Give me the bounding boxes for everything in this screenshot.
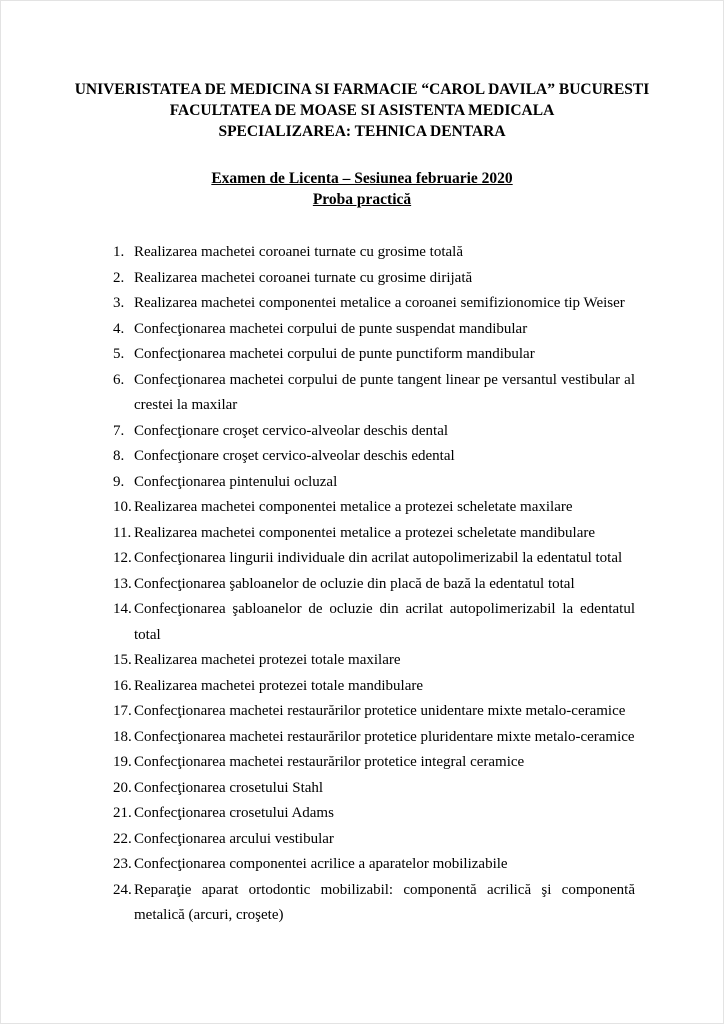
list-item-number: 1. — [113, 244, 125, 260]
list-item — [113, 495, 635, 521]
list-item-number: 19. — [113, 754, 132, 770]
list-item-number: 24. — [113, 881, 132, 898]
list-item-number: 4. — [113, 320, 125, 337]
list-item — [113, 725, 635, 751]
list-item-text: Confecţionarea machetei restaurărilor protetice unidentare mixte metalo-ceramice — [134, 703, 626, 719]
list-item-text: Confecţionarea pintenului ocluzal — [134, 473, 338, 490]
list-item-number: 6. — [113, 371, 125, 388]
list-item — [113, 852, 635, 878]
list-item — [113, 470, 635, 496]
exam-title-block — [1, 168, 723, 210]
exam-session-title: Examen de Licenta – Sesiunea februarie 2020 — [211, 170, 513, 187]
list-item-text: Confecţionarea crosetului Adams — [134, 805, 334, 821]
list-item — [113, 266, 635, 292]
list-item-number: 10. — [113, 499, 132, 515]
list-item-number: 7. — [113, 422, 125, 439]
list-item — [113, 648, 635, 674]
list-item — [113, 444, 635, 470]
list-item — [113, 368, 635, 419]
exam-list — [113, 240, 635, 929]
list-item — [113, 827, 635, 853]
list-item-number: 21. — [113, 805, 132, 821]
list-item-text: Reparaţie aparat ortodontic mobilizabil: componentă acrilică şi componentă metalică (arcuri, croşete) — [134, 881, 635, 923]
list-item-number: 3. — [113, 295, 125, 311]
list-item-text: Confecţionare croşet cervico-alveolar deschis edental — [134, 448, 455, 464]
university-name: UNIVERISTATEA DE MEDICINA SI FARMACIE “CAROL DAVILA” BUCURESTI — [74, 81, 650, 98]
list-item-text: Confecţionarea arcului vestibular — [134, 830, 334, 847]
list-item-text: Confecţionarea machetei restaurărilor protetice integral ceramice — [134, 754, 525, 770]
list-item — [113, 572, 635, 598]
list-item — [113, 291, 635, 317]
list-item-text: Confecţionarea machetei corpului de punte suspendat mandibular — [134, 320, 528, 337]
list-item-number: 11. — [113, 524, 132, 541]
list-item-number: 22. — [113, 830, 132, 847]
list-item — [113, 342, 635, 368]
list-item-text: Realizarea machetei coroanei turnate cu grosime dirijată — [134, 269, 473, 286]
list-item-text: Confecţionarea şabloanelor de ocluzie din acrilat autopolimerizabil la edentatul total — [134, 601, 635, 643]
list-item-number: 13. — [113, 575, 132, 592]
list-item-number: 17. — [113, 703, 132, 719]
list-item-text: Confecţionarea crosetului Stahl — [134, 779, 324, 796]
list-item-text: Confecţionarea lingurii individuale din acrilat autopolimerizabil la edentatul total — [134, 550, 623, 566]
list-item — [113, 419, 635, 445]
list-item-number: 23. — [113, 856, 132, 872]
list-item-text: Realizarea machetei componentei metalice a protezei scheletate maxilare — [134, 499, 573, 515]
list-item-text: Confecţionarea machetei corpului de punte punctiform mandibular — [134, 346, 535, 362]
list-item — [113, 750, 635, 776]
list-item-number: 2. — [113, 269, 125, 286]
list-item-number: 9. — [113, 473, 125, 490]
list-item — [113, 597, 635, 648]
list-item — [113, 801, 635, 827]
list-item — [113, 776, 635, 802]
list-item-number: 18. — [113, 728, 132, 745]
list-item-text: Confecţionarea machetei corpului de punte tangent linear pe versantul vestibular al crestei la maxilar — [134, 371, 635, 413]
list-item-text: Confecţionarea machetei restaurărilor protetice pluridentare mixte metalo-ceramice — [134, 728, 635, 745]
list-item — [113, 521, 635, 547]
document-header — [1, 79, 723, 142]
list-item-number: 12. — [113, 550, 132, 566]
exam-subtitle: Proba practică — [312, 191, 412, 208]
list-item — [113, 240, 635, 266]
list-item-text: Realizarea machetei coroanei turnate cu grosime totală — [134, 244, 463, 260]
list-item-text: Confecţionarea şabloanelor de ocluzie din placă de bază la edentatul total — [134, 575, 575, 592]
list-item-number: 15. — [113, 652, 132, 668]
list-item-text: Realizarea machetei protezei totale mandibulare — [134, 677, 424, 694]
list-item-number: 14. — [113, 601, 132, 617]
list-item-text: Confecţionarea componentei acrilice a aparatelor mobilizabile — [134, 856, 508, 872]
list-item-number: 16. — [113, 677, 132, 694]
list-item — [113, 317, 635, 343]
list-item — [113, 674, 635, 700]
list-item-number: 8. — [113, 448, 125, 464]
list-item-text: Realizarea machetei componentei metalice a protezei scheletate mandibulare — [134, 524, 596, 541]
list-item-number: 5. — [113, 346, 125, 362]
list-item — [113, 699, 635, 725]
list-item — [113, 546, 635, 572]
specialization-name: SPECIALIZAREA: TEHNICA DENTARA — [218, 123, 506, 140]
list-item — [113, 878, 635, 929]
faculty-name: FACULTATEA DE MOASE SI ASISTENTA MEDICALA — [169, 102, 555, 119]
list-item-number: 20. — [113, 779, 132, 796]
list-item-text: Realizarea machetei componentei metalice a coroanei semifizionomice tip Weiser — [134, 295, 625, 311]
list-item-text: Confecţionare croşet cervico-alveolar deschis dental — [134, 422, 449, 439]
list-item-text: Realizarea machetei protezei totale maxilare — [134, 652, 401, 668]
